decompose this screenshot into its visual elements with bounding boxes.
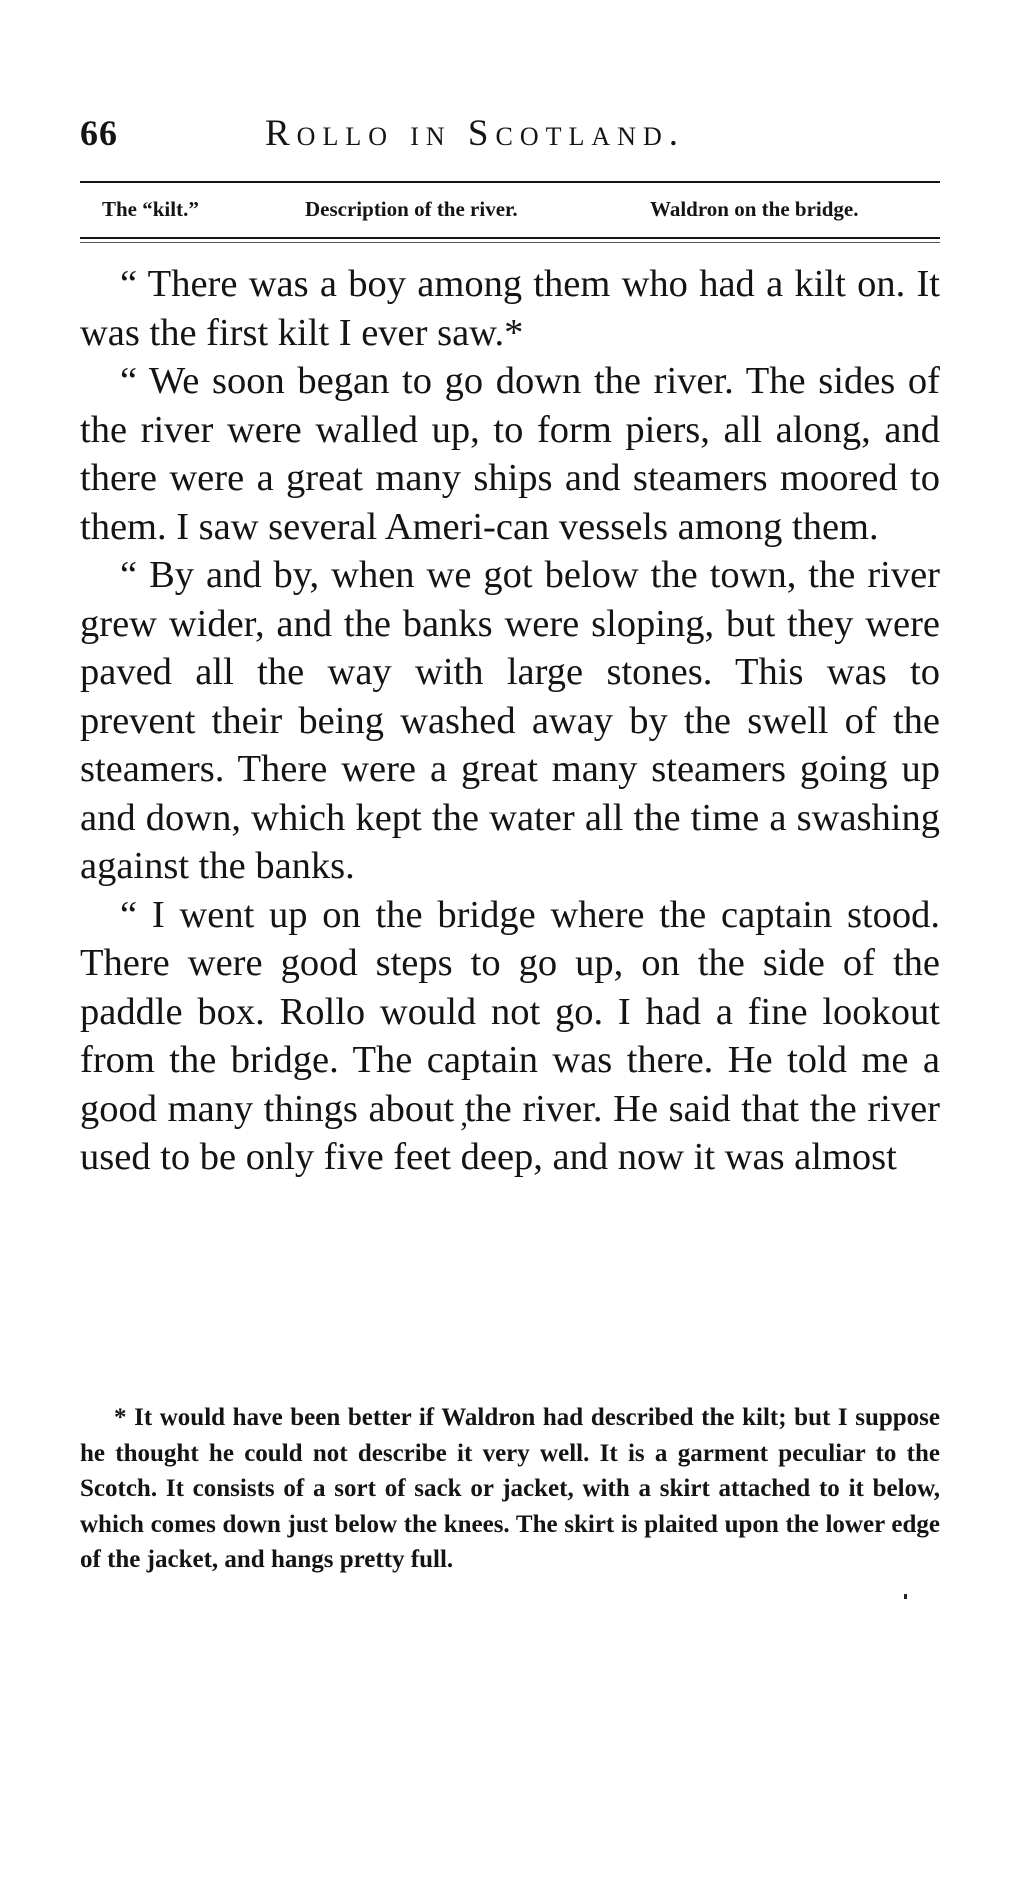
- page-number: 66: [80, 113, 118, 153]
- headnote-river: Description of the river.: [305, 197, 518, 221]
- paragraph-river-piers: “ We soon began to go down the river. The sides of the river were walled up, to form piers, all along, and there were a great many ships and steamers moored to them. I saw several Ameri-can vessels among them.: [80, 360, 940, 548]
- body-text: [80, 260, 940, 1182]
- headnote-kilt: The “kilt.”: [102, 197, 199, 221]
- running-head: [80, 112, 940, 160]
- header-rule-bottom: [80, 237, 940, 239]
- paragraph-kilt: “ There was a boy among them who had a kilt on. It was the first kilt I ever saw.*: [80, 263, 940, 354]
- footnote: * It would have been better if Waldron had described the kilt; but I suppose he thought he could not describe it very well. It is a garment peculiar to the Scotch. It consists of a sort of sack or jacket, with a skirt attached to it below, which comes down just below the knees. The skirt is plaited upon the lower edge of the jacket, and hangs pretty full.: [80, 1404, 940, 1573]
- paragraph-bridge: “ I went up on the bridge where the captain stood. There were good steps to go up, on the side of the paddle box. Rollo would not go. I had a fine lookout from the bridge. The captain was there. He told me a good many things about ̦the river. He said that the river used to be only five feet deep, and now it was almost: [80, 893, 940, 1178]
- headnote-bridge: Waldron on the bridge.: [650, 197, 859, 221]
- header-rule-bottom-thin: [80, 242, 940, 243]
- ink-speck: [904, 1594, 907, 1599]
- paragraph-river-banks: “ By and by, when we got below the town, the river grew wider, and the banks were sloping, but they were paved all the way with large stones. This was to prevent their being washed away by the swell of the steamers. There were a great many steamers going up and down, which kept the water all the time a swashing against the banks.: [80, 554, 940, 887]
- headnotes: [80, 193, 940, 229]
- header-rule-top: [80, 181, 940, 183]
- book-title: Rollo in Scotland.: [265, 113, 685, 154]
